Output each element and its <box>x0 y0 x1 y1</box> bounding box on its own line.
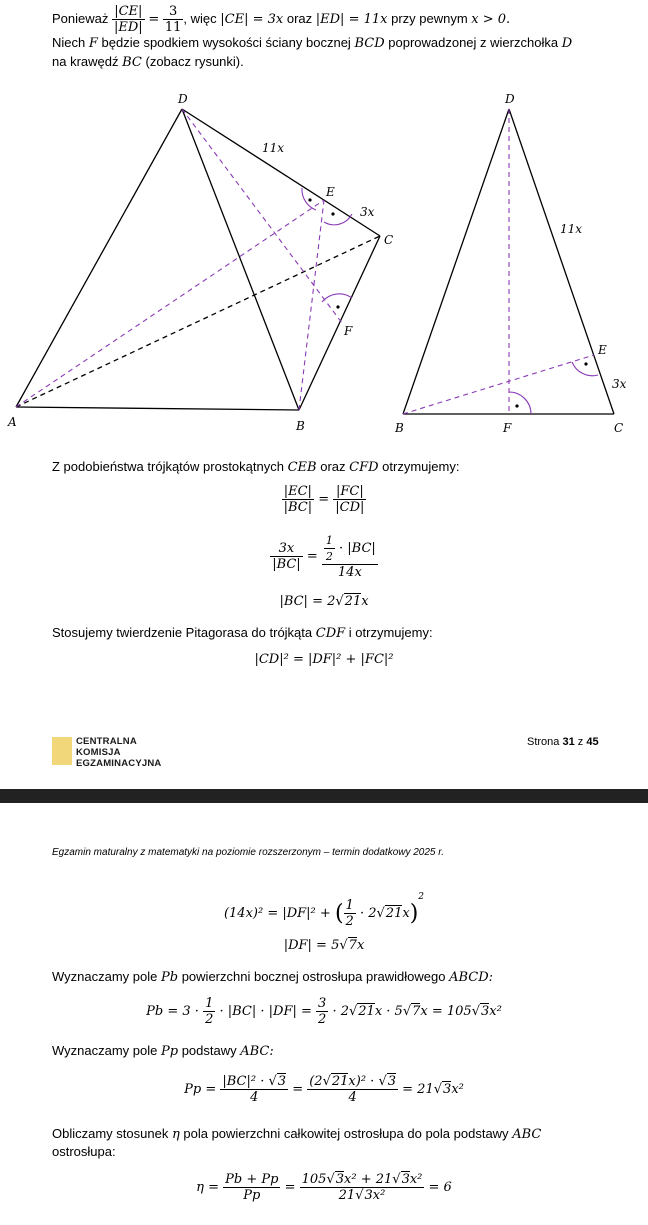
text-pb: Wyznaczamy pole Pb powierzchni bocznej ostrosłupa prawidłowego ABCD: <box>52 969 494 985</box>
equation-similarity: $\frac{|EC|}{|BC|}$ = $\frac{|FC|}{|CD|}$ <box>283 484 365 515</box>
label-11x: 11x <box>262 141 285 155</box>
label-11x-2: 11x <box>560 222 583 236</box>
text-pp: Wyznaczamy pole Pp podstawy ABC: <box>52 1043 274 1059</box>
text-similar: Z podobieństwa trójkątów prostokątnych CEB oraz CFD otrzymujemy: <box>52 459 460 475</box>
label-3x-2: 3x <box>612 377 627 391</box>
text-line-niech: Niech F będzie spodkiem wysokości ściany bocznej BCD poprowadzonej z wierzchołka D <box>52 35 573 51</box>
label-3x: 3x <box>360 205 375 219</box>
logo-text: CENTRALNA KOMISJA EGZAMINACYJNA <box>76 736 162 769</box>
label-a: A <box>8 415 17 429</box>
page-number: Strona 31 z 45 <box>527 736 599 748</box>
label-c: C <box>384 233 394 247</box>
label-d: D <box>178 92 188 106</box>
label-c2: C <box>614 421 624 435</box>
text-line-krawedz: na krawędź BC (zobacz rysunki). <box>52 54 244 70</box>
label-f: F <box>344 324 353 338</box>
label-f2: F <box>503 421 512 435</box>
face-bcd-figure <box>390 88 638 438</box>
text-line-ratio: Ponieważ $\frac{|CE|}{|ED|}$ = $\frac{3}{11}$ , więc |CE| = 3x oraz |ED| = 11x przy pewnym x > 0. <box>52 4 511 36</box>
equation-pythagoras: |CD|² = |DF|² + |FC|² <box>254 652 394 667</box>
equation-df-result: |DF| = 5√7x <box>283 938 365 953</box>
text-ratio: Obliczamy stosunek η pola powierzchni całkowitej ostrosłupa do pola podstawy ABC <box>52 1126 542 1142</box>
text-pythagoras: Stosujemy twierdzenie Pitagorasa do trójkąta CDF i otrzymujemy: <box>52 625 433 641</box>
label-e: E <box>326 185 335 199</box>
label-e2: E <box>598 343 607 357</box>
label-b: B <box>296 419 305 433</box>
logo-mark <box>52 737 72 765</box>
equation-pp: Pp = $\frac{\text{|BC|² · √3}}{4}$ = $\frac{\text{(2√21x)² · √3}}{4}$ = 21√3x² <box>184 1074 464 1105</box>
text-ratio-cont: ostrosłupa: <box>52 1144 116 1159</box>
label-d2: D <box>505 92 515 106</box>
equation-df-squared: (14x)² = |DF|² + ( $\frac{1}{2}$ · 2√21x)$^2$ <box>223 892 425 929</box>
page-header: Egzamin maturalny z matematyki na poziomie rozszerzonym – termin dodatkowy 2025 r. <box>52 847 445 858</box>
page-divider <box>0 789 648 803</box>
fraction-ce-ed: $\frac{|CE|}{|ED|}$ <box>114 4 143 36</box>
pyramid-figure <box>0 88 400 438</box>
label-b2: B <box>395 421 404 435</box>
equation-substitution: $\frac{3x}{|BC|}$ = $\frac{1}{2}$ · |BC| 14x <box>272 534 376 580</box>
equation-pb: Pb = 3 · $\frac{1}{2}$ · |BC| · |DF| = $\frac{3}{2}$ · 2√21x · 5√7x = 105√3x² <box>146 996 502 1027</box>
fraction-3-11: $\frac{3}{11}$ <box>164 4 182 36</box>
equation-bc-result: |BC| = 2√21x <box>279 594 369 609</box>
equation-eta: η = $\frac{Pb + Pp}{Pp}$ = $\frac{\text{105√3x² + 21√3x²}}{\text{21√3x²}}$ = 6 <box>196 1172 452 1203</box>
